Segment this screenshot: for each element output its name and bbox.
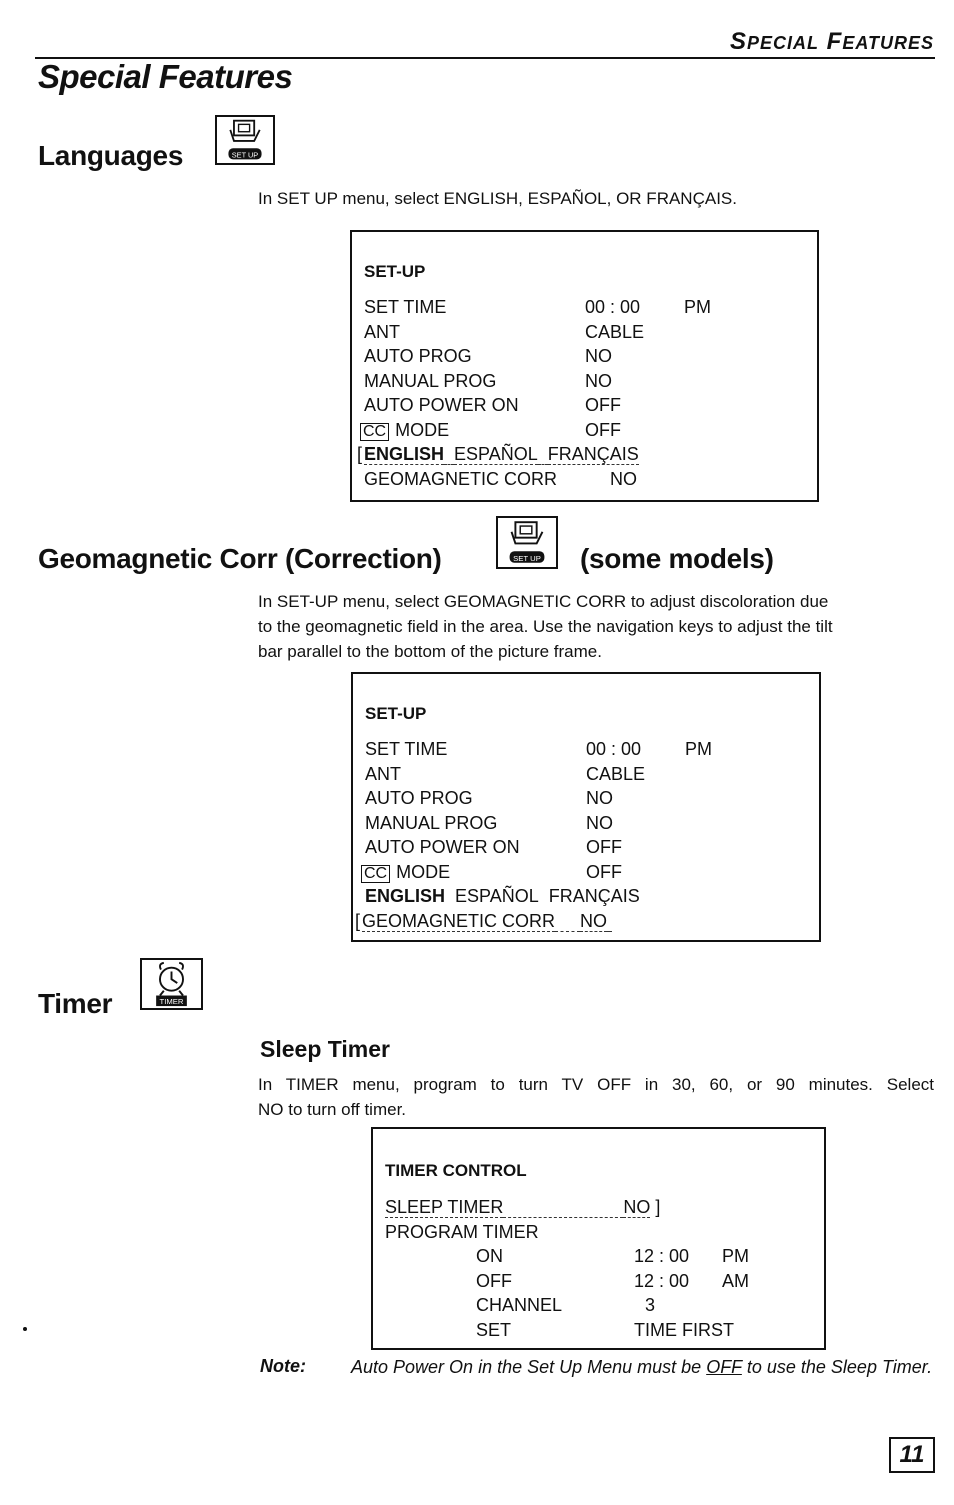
menu-value-manual-prog: NO [585,371,612,391]
menu-item-off: OFF [476,1271,512,1291]
menu-item-geomagnetic-corr: GEOMAGNETIC CORR [364,469,558,489]
geomagnetic-heading-suffix: (some models) [580,543,774,574]
geomagnetic-heading: Geomagnetic Corr (Correction) [38,543,442,574]
menu-item-program-timer: PROGRAM TIMER [385,1222,539,1242]
note-text [351,1355,934,1380]
selection-bracket: [ [355,911,361,931]
menu-value-ant: CABLE [586,764,646,784]
menu-item-channel: CHANNEL [476,1295,563,1315]
menu-value-off: 12 : 00 [634,1271,690,1291]
menu-value: NO [623,1197,651,1217]
text-line: to the geomagnetic field in the area. Use the navigation keys to adjust the tilt [258,617,833,636]
setup-icon-label: SET UP [513,553,541,563]
menu-item-ant: ANT [365,764,401,784]
note-label: Note: [260,1356,306,1376]
menu-item-auto-power-on: AUTO POWER ON [364,395,519,415]
running-head-f: F [826,28,843,55]
cc-icon: CC [361,865,390,883]
languages-text: In SET UP menu, select ENGLISH, ESPAÑOL, OR FRANÇAIS. [258,189,737,208]
menu-value-cc-mode: OFF [585,420,621,440]
menu-value-pm: PM [685,739,712,759]
setup-icon-label: SET UP [231,150,259,160]
running-head [730,28,934,56]
menu-item-manual-prog: MANUAL PROG [364,371,497,391]
menu-label: SLEEP TIMER [385,1197,504,1217]
text-line: In SET-UP menu, select GEOMAGNETIC CORR to adjust discoloration due [258,592,829,611]
timer-text [258,1072,934,1122]
menu-value-set-time: 00 : 00 [586,739,642,759]
menu-value: 00 : 00 [585,297,641,317]
menu-item-set-time [364,297,446,318]
running-head-eatures: EATURES [842,33,934,53]
menu-item-set-time: SET TIME [365,739,448,759]
menu-item-geomagnetic-corr-selected [355,911,612,932]
menu-item-sleep-timer-selected [385,1197,660,1218]
menu-item-cc-mode [361,862,450,883]
menu-item-on: ON [476,1246,503,1266]
page-number: 11 [889,1437,935,1473]
menu-title: SET-UP [364,262,426,281]
page-title: Special Features [38,58,293,95]
menu-value-auto-prog: NO [585,346,612,366]
cc-icon: CC [360,423,389,441]
menu-label: SET TIME [364,297,447,317]
text-line: In TIMER menu, program to turn TV OFF in 30, 60, or 90 minutes. Select [258,1075,934,1094]
menu-item-cc-mode [360,420,449,441]
language-francais: FRANÇAIS [548,886,640,906]
language-espanol: ESPAÑOL [454,444,538,464]
text-line: bar parallel to the bottom of the picture frame. [258,642,602,661]
languages-setup-menu [350,230,819,502]
menu-value-pm: PM [722,1246,749,1266]
running-head-pecial: PECIAL [746,33,819,53]
menu-label: MODE [395,420,450,440]
language-english: ENGLISH [365,886,446,906]
timer-icon-label: TIMER [159,997,184,1007]
menu-value-auto-power-on: OFF [586,837,622,857]
menu-value-am: AM [722,1271,749,1291]
geomagnetic-text [258,589,934,664]
language-espanol: ESPAÑOL [455,886,539,906]
menu-value-pm: PM [684,297,711,317]
menu-value-set: TIME FIRST [634,1320,734,1340]
menu-value-manual-prog: NO [586,813,613,833]
language-english: ENGLISH [364,444,445,464]
timer-clock-icon [140,958,203,1010]
menu-value-channel: 3 [645,1295,656,1315]
menu-label: MODE [396,862,451,882]
menu-value-auto-power-on: OFF [585,395,621,415]
menu-item-auto-power-on: AUTO POWER ON [365,837,520,857]
menu-value-auto-prog: NO [586,788,613,808]
timer-control-menu [371,1127,826,1350]
menu-title: TIMER CONTROL [385,1161,527,1180]
note-text-part: to use the Sleep Timer. [741,1357,933,1377]
setup-tv-icon [215,115,275,165]
geomagnetic-setup-menu [351,672,821,942]
text-line: NO to turn off timer. [258,1100,407,1119]
menu-item-auto-prog: AUTO PROG [364,346,472,366]
menu-item-manual-prog: MANUAL PROG [365,813,498,833]
note-text-part: Auto Power On in the Set Up Menu must be [351,1357,707,1377]
menu-value-ant: CABLE [585,322,645,342]
menu-value-cc-mode: OFF [586,862,622,882]
selection-bracket: ] [650,1197,661,1217]
menu-value-set-time [585,297,640,318]
language-francais: FRANÇAIS [547,444,639,464]
menu-item-ant: ANT [364,322,400,342]
menu-value: NO [580,911,608,931]
menu-item-language-selector [365,886,640,907]
menu-value-on: 12 : 00 [634,1246,690,1266]
menu-label: GEOMAGNETIC CORR [362,911,556,931]
languages-heading: Languages [38,140,184,171]
menu-value-geomagnetic-corr: NO [610,469,637,489]
menu-item-set: SET [476,1320,512,1340]
selection-bracket: [ [357,444,363,464]
menu-item-language-selector [357,444,639,465]
running-head-s: S [729,28,747,55]
note-text-underlined: OFF [706,1357,742,1377]
stray-dot [23,1327,27,1331]
sleep-timer-subheading: Sleep Timer [260,1036,390,1062]
timer-heading: Timer [38,988,113,1019]
menu-title: SET-UP [365,704,427,723]
setup-tv-icon [496,516,558,569]
menu-item-auto-prog: AUTO PROG [365,788,473,808]
